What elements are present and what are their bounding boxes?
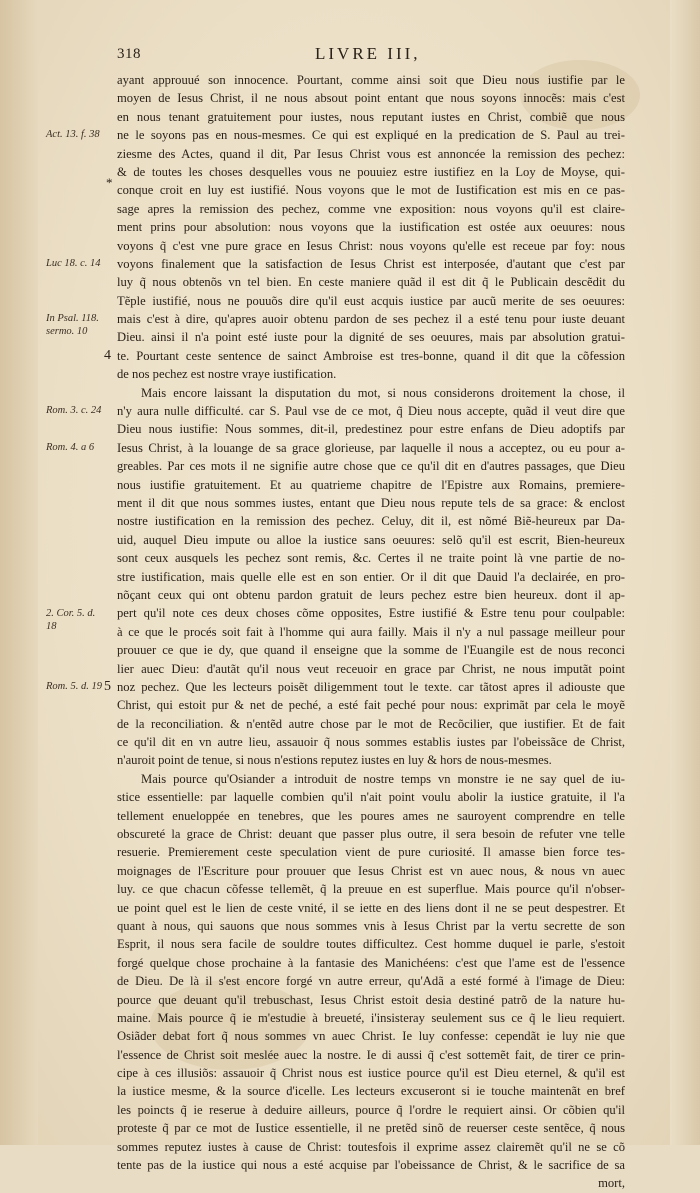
text-line: tellement enueloppée en tenebres, que les poures ames ne sauroyent comprendre en telle — [117, 808, 625, 823]
text-line: & de toutes les choses desquelles vous ne pouuiez estre iustifiez en la Loy de Moyse, qui- — [117, 164, 625, 179]
folio-number: 318 — [117, 46, 141, 62]
text-line: obscureté la grace de Christ: deuant que passer plus outre, il sera besoin de refuter vne telle — [117, 827, 625, 842]
text-line: la iustice mesme, & la source d'icelle. Les lecteurs excuseront si ie touche maintenãt en bref — [117, 1084, 625, 1099]
text-line: voyons q̃ c'est vne pure grace en Iesus Christ: nous voyons qu'elle est receue par foy: nous — [117, 238, 625, 253]
body-text — [117, 71, 625, 1193]
text-line: sont ceux ausquels les pechez sont remis, &c. Certes il ne traite point là vne partie de no- — [117, 551, 625, 566]
text-line: forgé quelque chose prochaine à la fantasie des Manichéens: c'est que l'ame est de l'essence — [117, 955, 625, 970]
text-line: sage apres la remission des pechez, comme vne exposition: nous voyons qu'il est claire- — [117, 201, 625, 216]
text-line: mais c'est à dire, qu'apres auoir obtenu pardon de ses pechez il a esté tenu pour iuste deuant — [117, 312, 625, 327]
text-line: Esprit, il nous sera facile de souldre toutes difficultez. Cest homme duquel ie parle, s'estoit — [117, 937, 625, 952]
page-edge-shadow — [670, 0, 700, 1145]
text-line: de la reconciliation. & n'entẽd autre chose par le mot de Recõcilier, que iustifier. Et de fait — [117, 716, 625, 731]
text-line: l'essence de Christ soit meslée auec la nostre. Ie di aussi q̃ c'est sottemẽt fait, de tirer ce prin- — [117, 1047, 625, 1062]
text-line: Tẽple iustifié, nous ne pouuõs dire qu'il eust acquis iustice par aucũ merite de ses oeuures: — [117, 293, 625, 308]
page-gutter-shadow — [0, 0, 38, 1145]
text-line: voyons finalement que la satisfaction de Iesus Christ est interposée, d'autant que c'est par — [117, 256, 625, 271]
text-line: de Dieu. De là il s'est encore forgé vn autre erreur, qu'Adã a esté formé à l'image de Dieu: — [117, 974, 625, 989]
margin-note: Rom. 3. c. 24 — [46, 405, 102, 417]
text-line: nostre iustification en la remission des pechez. Celuy, dit il, est nõmé Biẽ-heureux par Da- — [117, 514, 625, 529]
text-line: ue point quel est le lien de ceste vnité, il se iette en des liens dont il ne se peut despestrer. Et — [117, 900, 625, 915]
margin-note: Luc 18. c. 14 — [46, 258, 101, 269]
text-line: te. Pourtant ceste sentence de sainct Ambroise est tres-bonne, quand il dit que la cõfession — [117, 348, 625, 363]
page-header — [117, 46, 637, 68]
text-line: n'y aura nulle difficulté. car S. Paul vse de ce mot, q̃ Dieu nous accepte, quãd il veut dire que — [117, 404, 625, 419]
margin-note: Act. 13. f. 38 — [46, 129, 100, 141]
text-line: ayant approuué son innocence. Pourtant, comme ainsi soit que Dieu nous iustifie par le — [117, 73, 625, 87]
text-line: ziesme des Actes, quand il dit, Par Iesus Christ vous est annoncée la remission des pechez: — [117, 146, 625, 161]
paragraph-number: 5 — [104, 679, 111, 695]
text-line: luy. ce que chacun cõfesse tellemẽt, q̃ la preuue en est superflue. Mais pource qu'il n'obser- — [117, 882, 625, 897]
text-line: resuerie. Premierement ceste speculation vient de pure curiosité. Il amasse bien force tes- — [117, 845, 625, 860]
text-line: pource que deuant qu'il trebuschast, Iesus Christ estoit desia destiné patrõ de la nature hu- — [117, 992, 625, 1007]
text-line: ment il dit que nous sommes iustes, entant que Dieu nous repute tels de sa grace: & enclost — [117, 495, 625, 510]
text-line: de nos pechez est nostre vraye iustification. — [117, 367, 337, 382]
text-line: proteste q̃ par ce mot de Iustice essentielle, il ne pretẽd sinõ de reuerser ceste sentẽce, q̃ nous — [117, 1121, 625, 1136]
text-line: moignages de l'Escriture pour prouuer que Iesus Christ est vn auec nous, & nous vn auec — [117, 863, 625, 878]
margin-note: Rom. 4. a 6 — [46, 442, 95, 453]
text-line: Dieu. ainsi il n'a point esté iuste pour la dignité de ses oeuures, mais par absolution gratui- — [117, 330, 625, 345]
text-line: ment prins pour absolution: nous voyons que la iustification est ostée aux oeuures: nous — [117, 220, 625, 235]
text-line: Mais encore laissant la disputation du mot, si nous considerons droitement la chose, il — [141, 385, 625, 400]
text-line: en nous tenant gratuitement pour iustes, nous reputant iustes en Christ, combiẽ que nous — [117, 109, 625, 124]
text-line: Osiãder debat fort q̃ nous sommes vn auec Christ. Ie luy confesse: cependãt ie luy nie que — [117, 1029, 625, 1044]
text-line: pert qu'il note ces deux choses cõme opposites, Estre iustifié & Estre tenu pour coulpable: — [117, 606, 625, 621]
text-line: sommes reputez iustes à cause de Christ: toutesfois il exprime assez clairemẽt qu'il ne se cõ — [117, 1139, 625, 1154]
text-line: quant à nous, qui sauons que nous sommes vnis à Iesus Christ par la vertu secrette de son — [117, 918, 625, 933]
text-line: maine. Mais pource q̃ ie m'estudie à breueté, i'insisteray seulement sus ce q̃ le lieu requiert. — [117, 1010, 625, 1025]
text-line: lier auec Dieu: d'autãt qu'il nous veut receuoir en grace par Christ, ne nous imputãt point — [117, 661, 625, 676]
text-line: Mais pource qu'Osiander a introduit de nostre temps vn monstre ie ne say quel de iu- — [141, 771, 625, 786]
text-line: stice essentielle: par laquelle combien qu'il n'ait point voulu abolir la iustice gratuite, il l'a — [117, 790, 625, 805]
text-line: tente pas de la iustice qui nous a esté acquise par l'obeissance de Christ, & le sacrifice de sa — [117, 1158, 625, 1173]
text-line: luy q̃ nous obtenõs vn tel bien. En ceste maniere quãd il est dit q̃ le Publicain descẽdit du — [117, 275, 625, 290]
paragraph-number: 4 — [104, 348, 111, 363]
text-line: prouuer ce que ie dy, que quand il enseigne que la somme de l'Euangile est de nous reconci — [117, 643, 625, 658]
text-line: noz pechez. Que les lecteurs poisẽt diligemment tout le texte. car tãtost apres il adiouste que — [117, 679, 625, 694]
text-line: n'auroit point de tenue, si nous n'estions reputez iustes en luy & hors de nous-mesmes. — [117, 753, 552, 768]
text-line: stre iustification, mais quelle elle est en son entier. Or il dit que Dauid l'a declairée, en pro- — [117, 569, 625, 584]
margin-note: Rom. 5. d. 19 — [46, 681, 102, 693]
text-line: Iesus Christ, à la louange de sa grace glorieuse, par laquelle il nous a acceptez, ou eu pour a- — [117, 440, 625, 455]
text-line: nõçant ceux qui ont obtenu pardon gratuit de leurs pechez estre bien heureux. dont il ap- — [117, 587, 625, 602]
margin-note: In Psal. 118. sermo. 10 — [46, 313, 99, 338]
text-line: ce qu'il dit en vn autre lieu, assauoir q̃ nous sommes establis iustes par l'obeissãce de Christ, — [117, 735, 625, 750]
text-line: les poincts q̃ ie reserue à deduire ailleurs, pource q̃ l'ordre le requiert ainsi. Or cõbien qu'il — [117, 1102, 625, 1117]
margin-note: 2. Cor. 5. d. 18 — [46, 607, 96, 632]
text-line: uid, auquel Dieu impute ou alloe la iustice sans oeuures: selõ qu'il est escrit, Bien-heureux — [117, 532, 625, 547]
text-line: à ce que le procés soit fait à l'homme qui aura failly. Mais il n'y a nul passage meilleur pour — [117, 624, 625, 639]
text-line: greables. Par ces mots il ne signifie autre chose que ce qu'il dit en d'autres passages, que Dieu — [117, 459, 625, 474]
text-line: moyen de Iesus Christ, il ne nous absout point entant que nous soyons innocẽs: mais c'est — [117, 91, 625, 106]
text-line: Christ, qui estoit pur & net de peché, a esté fait peché pour nous: exprimãt par cela le moyẽ — [117, 698, 625, 713]
running-title: LIVRE III, — [315, 44, 421, 63]
text-line: conque croit en luy est iustifié. Nous voyons que le mot de Iustification est mis en ce pas- — [117, 183, 625, 198]
marginal-asterisk: * — [106, 175, 113, 190]
text-line: cipe à ces illusiõs: assauoir q̃ Christ nous est iustice pource qu'il est Dieu eternel, & qu'il est — [117, 1066, 625, 1081]
text-line: Dieu nous iustifie: Nous sommes, dit-il, predestinez pour estre enfans de Dieu adoptifs par — [117, 422, 625, 437]
text-line: mort, — [598, 1176, 625, 1191]
text-line: ne le soyons pas en nous-mesmes. Ce qui est expliqué en la predication de S. Paul au trei- — [117, 128, 625, 143]
text-line: nous iustifie gratuitement. Et au quatrieme chapitre de l'Epistre aux Romains, premiere- — [117, 477, 625, 492]
